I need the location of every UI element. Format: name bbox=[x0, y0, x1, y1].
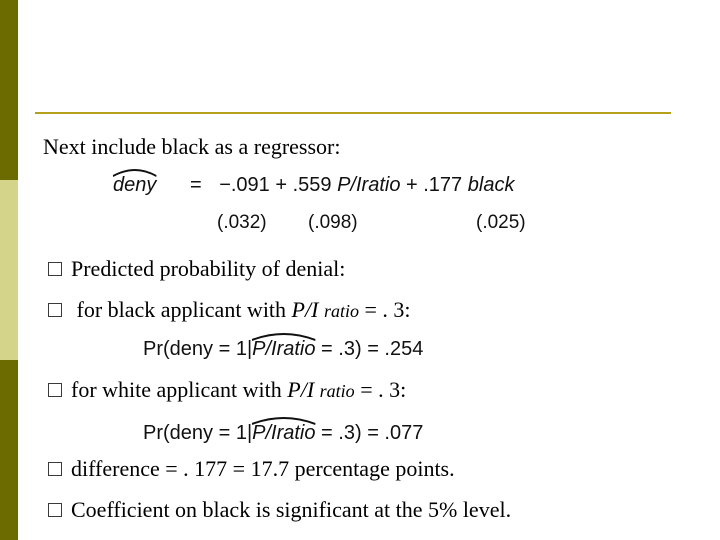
prob-white-equation: Pr(deny = 1| P/Iratio = .3) = .077 bbox=[143, 422, 423, 445]
title-rule bbox=[35, 112, 671, 114]
bullet-white-applicant bbox=[48, 377, 406, 403]
square-bullet-icon bbox=[48, 262, 62, 276]
regression-equation bbox=[113, 174, 514, 197]
regressor-black: black bbox=[467, 174, 515, 196]
std-error-pi-ratio: (.098) bbox=[308, 212, 358, 233]
std-error-black: (.025) bbox=[476, 212, 526, 233]
accent-strip-light bbox=[0, 180, 18, 360]
lhs-variable: deny bbox=[113, 174, 157, 196]
accent-strip-dark-bottom bbox=[0, 360, 18, 540]
deny-hat bbox=[113, 174, 156, 197]
bullet-text: for white applicant with P/I ratio = . 3: bbox=[71, 377, 407, 402]
slide-heading: Next include black as a regressor: bbox=[43, 134, 341, 159]
bullet-difference bbox=[48, 456, 455, 482]
prob-black-equation: Pr(deny = 1| P/Iratio = .3) = .254 bbox=[143, 338, 423, 361]
bullet-significance bbox=[48, 497, 511, 523]
square-bullet-icon bbox=[48, 383, 62, 397]
bullet-text: Coefficient on black is significant at the 5% level. bbox=[71, 497, 512, 522]
std-error-intercept: (.032) bbox=[217, 212, 267, 233]
regressor-pi-ratio: P/Iratio bbox=[337, 174, 401, 196]
bullet-text: for black applicant with P/I ratio = . 3: bbox=[71, 297, 411, 322]
pi-ratio-hat: P/Iratio bbox=[252, 422, 315, 445]
equals-sign: = bbox=[189, 174, 202, 196]
coef-pi-ratio: + .559 bbox=[275, 174, 332, 196]
pi-ratio-hat: P/Iratio bbox=[252, 338, 315, 361]
bullet-black-applicant bbox=[48, 297, 410, 323]
square-bullet-icon bbox=[48, 503, 62, 517]
bullet-text: difference = . 177 = 17.7 percentage points. bbox=[71, 456, 455, 481]
bullet-text: Predicted probability of denial: bbox=[71, 256, 346, 281]
intercept: −.091 bbox=[219, 174, 270, 196]
coef-black: + .177 bbox=[406, 174, 463, 196]
square-bullet-icon bbox=[48, 462, 62, 476]
bullet-predicted-probability bbox=[48, 256, 345, 282]
accent-strip-dark-top bbox=[0, 0, 18, 180]
square-bullet-icon bbox=[48, 303, 62, 317]
